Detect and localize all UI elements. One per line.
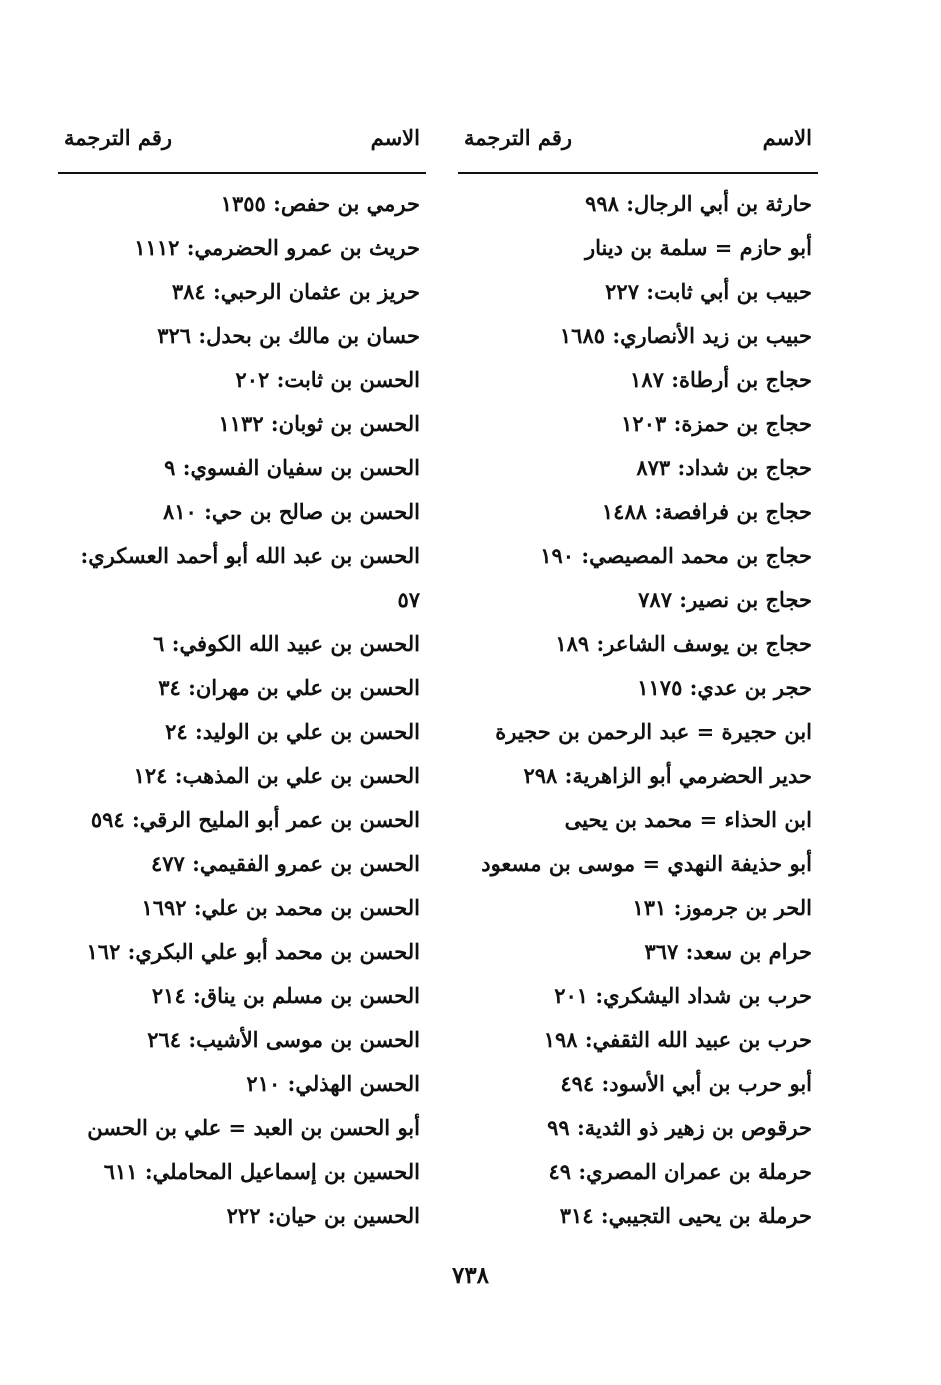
index-entry: الحسن الهذلي: ٢١٠ <box>246 1071 420 1096</box>
index-entry: حبيب بن زيد الأنصاري: ١٦٨٥ <box>559 323 812 348</box>
index-entry: أبو حذيفة النهدي = موسى بن مسعود <box>481 851 812 876</box>
index-entry: حجاج بن يوسف الشاعر: ١٨٩ <box>555 631 812 656</box>
index-entry: الحسن بن محمد أبو علي البكري: ١٦٢ <box>86 939 420 964</box>
index-entry: حجاج بن أرطاة: ١٨٧ <box>630 367 812 392</box>
index-entry: حدير الحضرمي أبو الزاهرية: ٢٩٨ <box>523 763 812 788</box>
index-entry: حجاج بن نصير: ٧٨٧ <box>638 587 812 612</box>
index-entry: حرمي بن حفص: ١٣٥٥ <box>220 191 420 216</box>
header-rule <box>458 172 818 174</box>
index-entry: الحسن بن علي بن المذهب: ١٢٤ <box>133 763 420 788</box>
index-entry: حرب بن شداد اليشكري: ٢٠١ <box>554 983 812 1008</box>
index-entry: الحسين بن إسماعيل المحاملي: ٦١١ <box>103 1159 420 1184</box>
page-number: ٧٣٨ <box>451 1262 490 1289</box>
left-entry-list <box>58 182 426 1238</box>
index-entry: ابن الحذاء = محمد بن يحيى <box>564 807 812 832</box>
left-column-header <box>58 118 426 158</box>
index-entry: الحسن بن صالح بن حي: ٨١٠ <box>163 499 420 524</box>
index-entry: الحسن بن سفيان الفسوي: ٩ <box>164 455 420 480</box>
index-entry: حرقوص بن زهير ذو الثدية: ٩٩ <box>547 1115 812 1140</box>
index-entry: الحسن بن موسى الأشيب: ٢٦٤ <box>147 1027 420 1052</box>
index-entry: حريث بن عمرو الحضرمي: ١١١٢ <box>134 235 420 260</box>
index-entry: حجر بن عدي: ١١٧٥ <box>637 675 812 700</box>
index-entry: أبو حازم = سلمة بن دينار <box>584 235 812 260</box>
index-entry: حجاج بن حمزة: ١٢٠٣ <box>621 411 812 436</box>
index-entry: ابن حجيرة = عبد الرحمن بن حجيرة <box>495 719 812 744</box>
index-entry: الحر بن جرموز: ١٣١ <box>632 895 812 920</box>
index-entry: الحسن بن محمد بن علي: ١٦٩٢ <box>141 895 420 920</box>
index-entry: حجاج بن فرافصة: ١٤٨٨ <box>601 499 812 524</box>
left-column <box>58 118 426 1238</box>
index-entry: الحسن بن عبيد الله الكوفي: ٦ <box>153 631 420 656</box>
index-entry: أبو الحسن بن العبد = علي بن الحسن <box>87 1115 420 1140</box>
index-entry: حرام بن سعد: ٣٦٧ <box>644 939 812 964</box>
index-entry: الحسن بن علي بن الوليد: ٢٤ <box>165 719 420 744</box>
index-entry: حسان بن مالك بن بحدل: ٣٢٦ <box>157 323 420 348</box>
index-entry: حرملة بن عمران المصري: ٤٩ <box>548 1159 812 1184</box>
index-entry: الحسن بن عمر أبو المليح الرقي: ٥٩٤ <box>90 807 420 832</box>
index-entry: الحسين بن حيان: ٢٢٢ <box>226 1203 420 1228</box>
right-entry-list <box>458 182 818 1238</box>
number-header: رقم الترجمة <box>64 125 173 150</box>
index-entry: حارثة بن أبي الرجال: ٩٩٨ <box>585 191 812 216</box>
index-entry: الحسن بن عبد الله أبو أحمد العسكري: ٥٧ <box>80 543 420 612</box>
name-header: الاسم <box>762 125 812 150</box>
index-entry: حريز بن عثمان الرحبي: ٣٨٤ <box>171 279 420 304</box>
right-column-header <box>458 118 818 158</box>
number-header: رقم الترجمة <box>464 125 573 150</box>
index-entry: حجاج بن شداد: ٨٧٣ <box>636 455 812 480</box>
index-entry: حجاج بن محمد المصيصي: ١٩٠ <box>540 543 812 568</box>
index-entry: الحسن بن علي بن مهران: ٣٤ <box>158 675 420 700</box>
index-entry: الحسن بن عمرو الفقيمي: ٤٧٧ <box>150 851 420 876</box>
name-header: الاسم <box>370 125 420 150</box>
index-entry: أبو حرب بن أبي الأسود: ٤٩٤ <box>560 1071 812 1096</box>
right-column <box>458 118 818 1238</box>
index-entry: حبيب بن أبي ثابت: ٢٢٧ <box>605 279 812 304</box>
index-entry: الحسن بن مسلم بن يناق: ٢١٤ <box>151 983 420 1008</box>
header-rule <box>58 172 426 174</box>
index-entry: حرب بن عبيد الله الثقفي: ١٩٨ <box>543 1027 812 1052</box>
index-entry: حرملة بن يحيى التجيبي: ٣١٤ <box>559 1203 812 1228</box>
index-entry: الحسن بن ثابت: ٢٠٢ <box>235 367 420 392</box>
index-entry: الحسن بن ثوبان: ١١٣٢ <box>218 411 420 436</box>
